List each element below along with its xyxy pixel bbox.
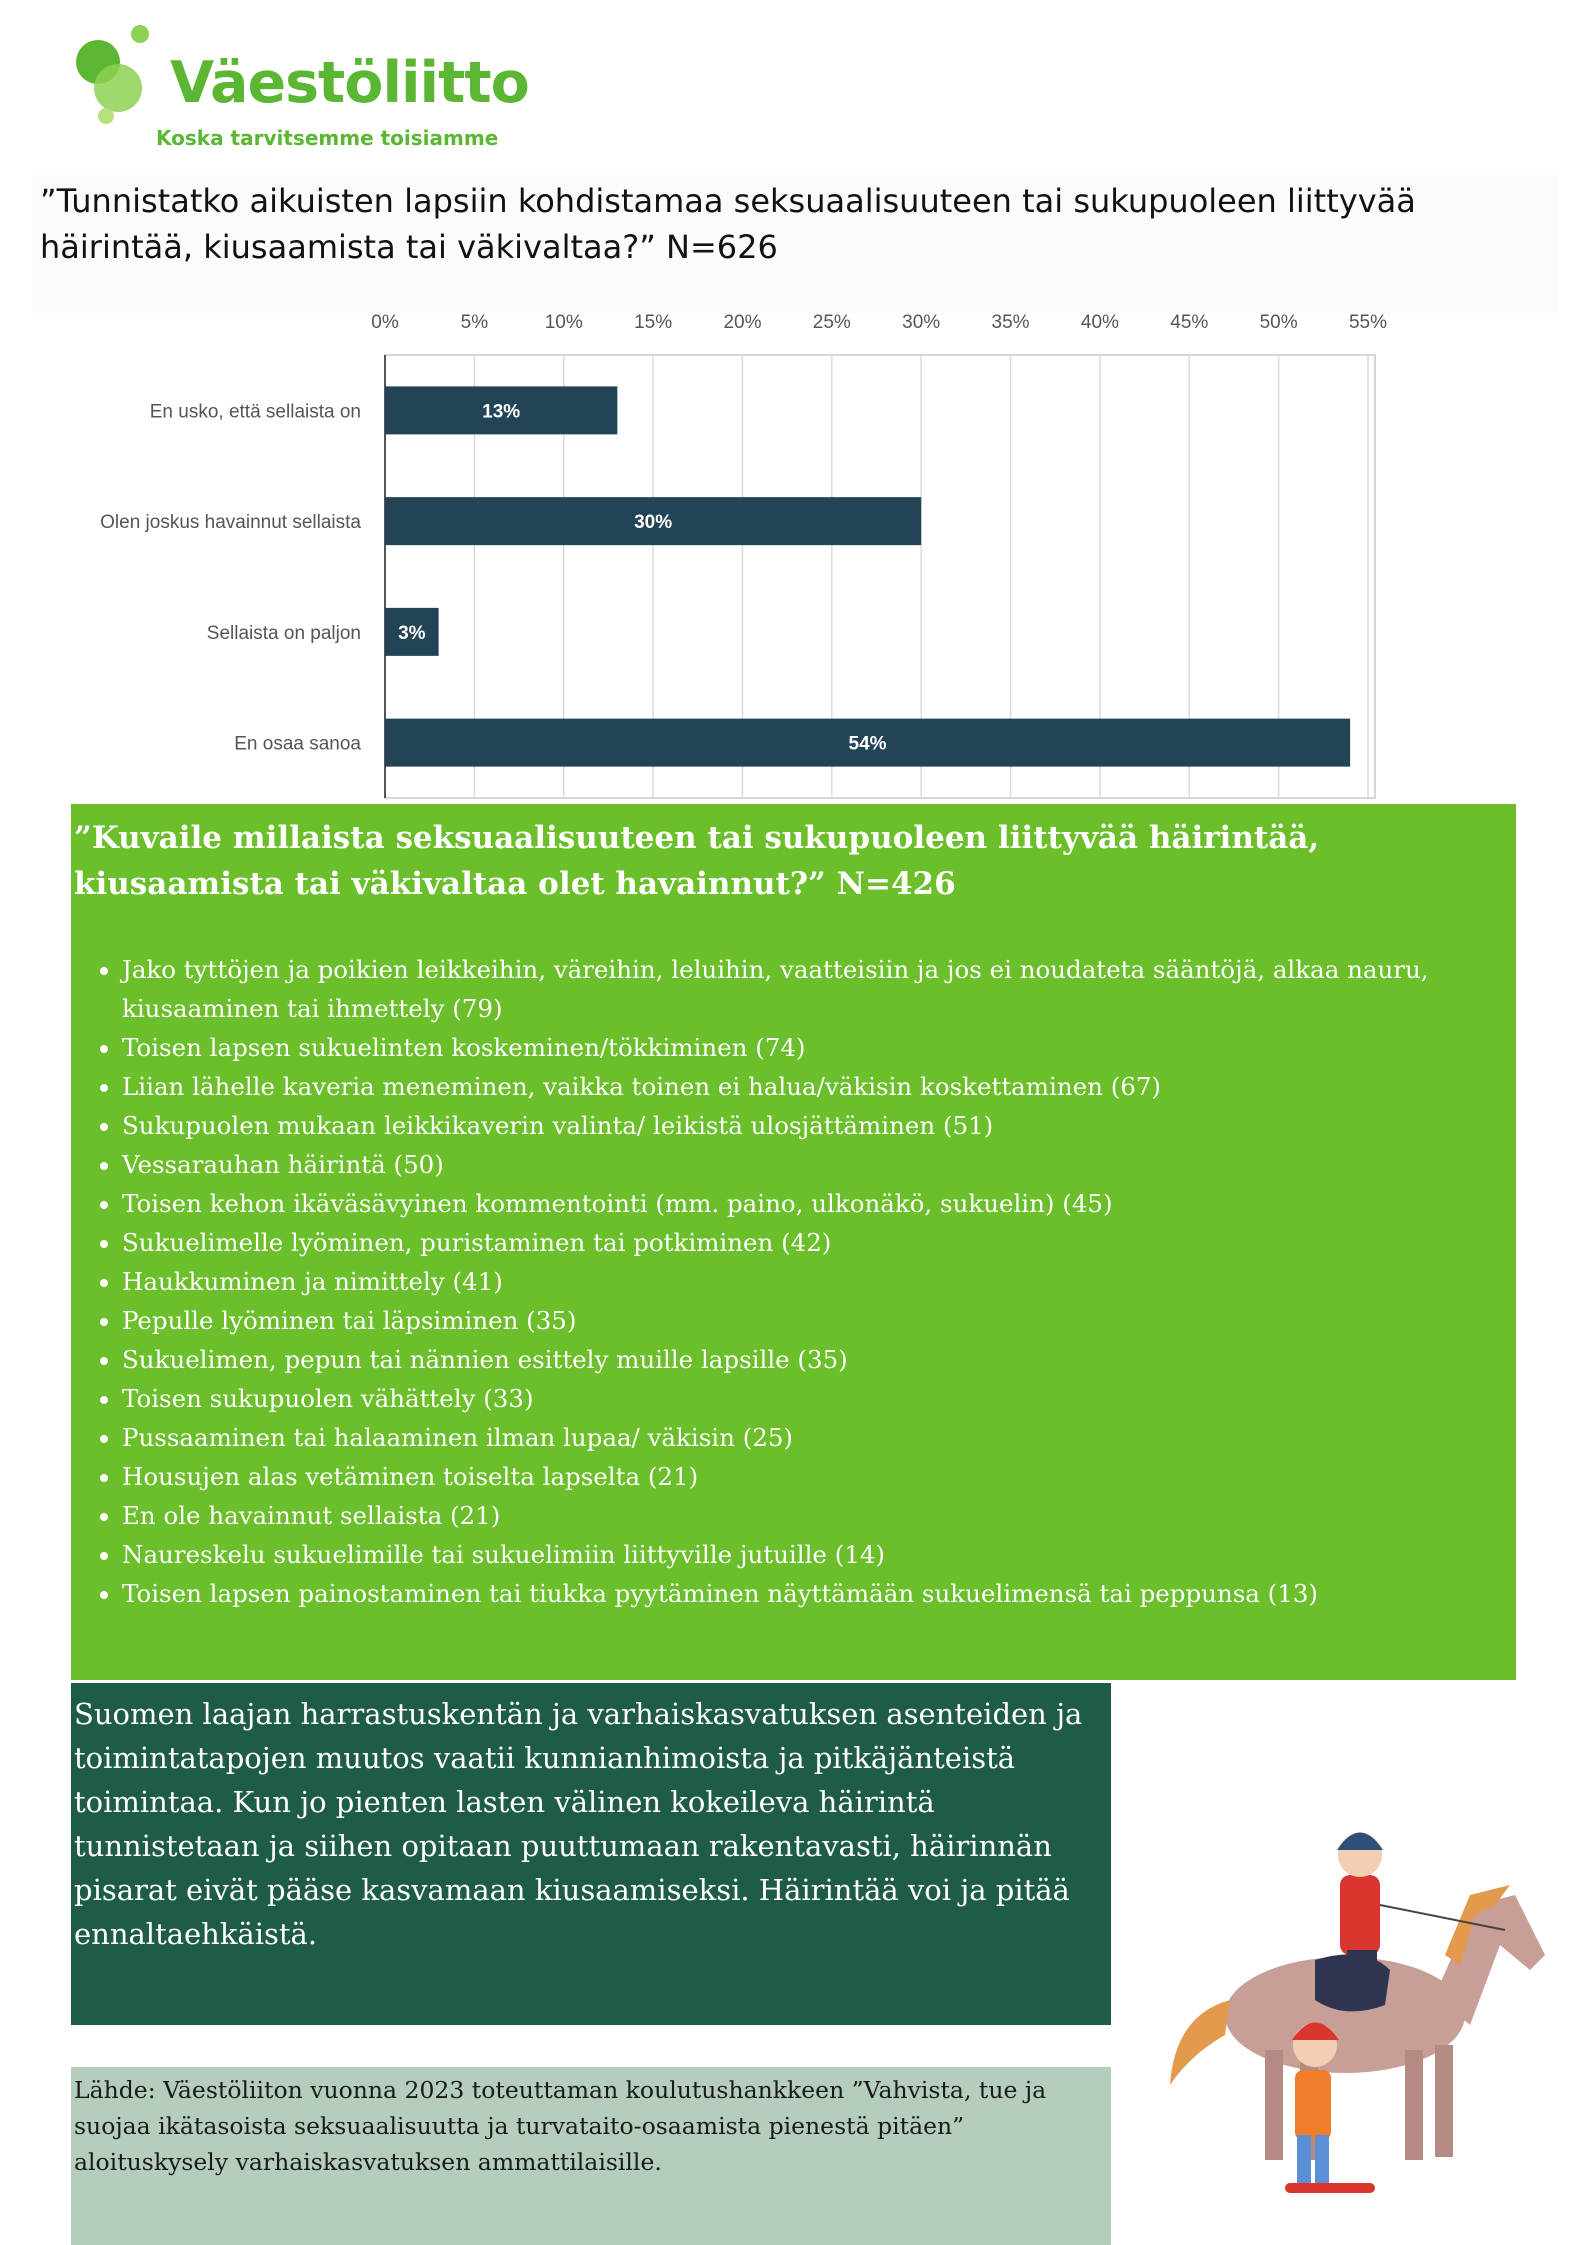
list-item: • Jako tyttöjen ja poikien leikkeihin, väreihin, leluihin, vaatteisiin ja jos ei noudateta sääntöjä, alkaa nauru, kiusaaminen tai ihmettely (79)	[122, 950, 1562, 1028]
x-tick-label: 55%	[1348, 312, 1388, 333]
list-item: • Toisen kehon ikäväsävyinen kommentointi (mm. paino, ulkonäkö, sukuelin) (45)	[122, 1184, 1562, 1223]
category-label: Sellaista on paljon	[206, 622, 361, 644]
x-tick-label: 35%	[991, 312, 1030, 333]
brand-name: Väestöliitto	[170, 50, 529, 116]
list-item: • Sukuelimen, pepun tai nännien esittely muille lapsille (35)	[122, 1340, 1562, 1379]
data-label: 30%	[634, 512, 673, 534]
data-label: 54%	[848, 733, 887, 755]
list-item: • Liian lähelle kaveria meneminen, vaikka toinen ei halua/väkisin koskettaminen (67)	[122, 1067, 1562, 1106]
child-riding-pony-illustration-icon	[1115, 1755, 1565, 2205]
list-item: • Pussaaminen tai halaaminen ilman lupaa/ väkisin (25)	[122, 1418, 1562, 1457]
data-label: 3%	[398, 622, 426, 644]
list-item: • Sukuelimelle lyöminen, puristaminen tai potkiminen (42)	[122, 1223, 1562, 1262]
brand-tagline: Koska tarvitsemme toisiamme	[156, 126, 499, 150]
logo	[60, 20, 529, 160]
data-label: 13%	[482, 401, 521, 423]
list-item: • Housujen alas vetäminen toiselta lapselta (21)	[122, 1457, 1562, 1496]
x-tick-label: 40%	[1080, 312, 1119, 333]
x-tick-label: 5%	[460, 312, 489, 333]
source-text: Lähde: Väestöliiton vuonna 2023 toteuttaman koulutushankkeen ”Vahvista, tue ja suojaa ikätasoista seksuaalisuutta ja turvataito-osaamista pienestä pitäen” aloituskysely varhaiskasvatuksen ammattilaisille.	[74, 2076, 1047, 2176]
chart-question: ”Tunnistatko aikuisten lapsiin kohdistamaa seksuaalisuuteen tai sukupuoleen liittyvää häirintää, kiusaamista tai väkivaltaa?” N=626	[40, 182, 1416, 266]
x-tick-label: 20%	[723, 312, 762, 333]
category-label: Olen joskus havainnut sellaista	[100, 512, 361, 534]
x-tick-label: 0%	[371, 312, 399, 333]
conclusion-text: Suomen laajan harrastuskentän ja varhaiskasvatuksen asenteiden ja toimintatapojen muutos vaatii kunnianhimoista ja pitkäjänteistä toimintaa. Kun jo pienten lasten välinen kokeileva häirintä tunnistetaan ja siihen opitaan puuttumaan rakentavasti, häirinnän pisarat eivät pääse kasvamaan kiusaamiseksi. Häirintää voi ja pitää ennaltaehkäistä.	[74, 1697, 1083, 1951]
list-item: • Toisen lapsen sukuelinten koskeminen/tökkiminen (74)	[122, 1028, 1562, 1067]
list-item: • Vessarauhan häirintä (50)	[122, 1145, 1562, 1184]
x-tick-label: 50%	[1259, 312, 1298, 333]
open-question-title: ”Kuvaile millaista seksuaalisuuteen tai sukupuoleen liittyvää häirintää, kiusaamista tai väkivaltaa olet havainnut?” N=426	[74, 820, 1320, 902]
list-item: • Naureskelu sukuelimille tai sukuelimiin liittyville jutuille (14)	[122, 1535, 1562, 1574]
list-item: • Pepulle lyöminen tai läpsiminen (35)	[122, 1301, 1562, 1340]
list-item: • Toisen sukupuolen vähättely (33)	[122, 1379, 1562, 1418]
category-label: En osaa sanoa	[234, 733, 361, 755]
list-item: • Sukupuolen mukaan leikkikaverin valinta/ leikistä ulosjättäminen (51)	[122, 1106, 1562, 1145]
bar-chart	[60, 300, 1400, 800]
list-item: • Haukkuminen ja nimittely (41)	[122, 1262, 1562, 1301]
x-tick-label: 15%	[634, 312, 673, 333]
x-tick-label: 25%	[812, 312, 851, 333]
x-tick-label: 45%	[1170, 312, 1209, 333]
x-tick-label: 30%	[902, 312, 941, 333]
list-item: • En ole havainnut sellaista (21)	[122, 1496, 1562, 1535]
list-item: • Toisen lapsen painostaminen tai tiukka pyytäminen näyttämään sukuelimensä tai peppunsa (13)	[122, 1574, 1562, 1613]
x-tick-label: 10%	[544, 312, 583, 333]
open-question-list	[74, 950, 1562, 1613]
logo-bubbles-icon	[60, 20, 180, 140]
category-label: En usko, että sellaista on	[149, 401, 361, 423]
